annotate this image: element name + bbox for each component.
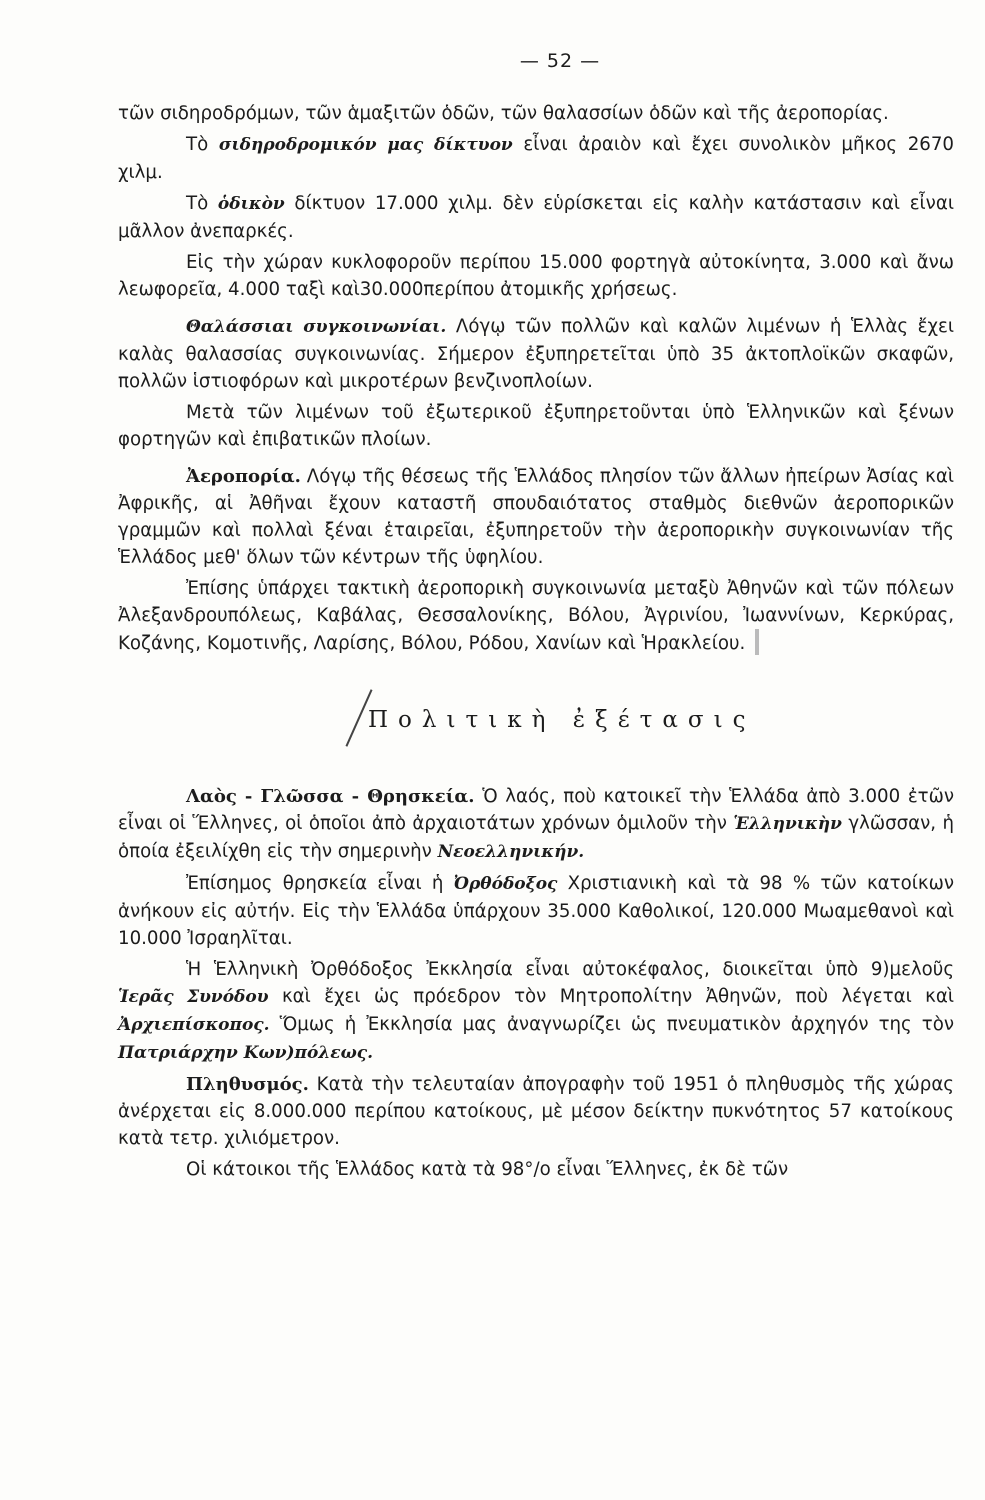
body-text-run: Τὸ [186, 134, 219, 155]
emphasis-text: Θαλάσσιαι συγκοινωνίαι. [186, 317, 447, 337]
paragraph [118, 100, 954, 127]
emphasis-text: Πατριάρχην Κων)πόλεως. [118, 1043, 374, 1063]
body-text-run: δίκτυον 17.000 χιλμ. δὲν εὑρίσκεται εἰς καλὴν κατάστασιν καὶ εἶναι μᾶλλον ἀνεπαρκές. [118, 193, 954, 242]
body-text-run: Λόγῳ τῶν πολλῶν καὶ καλῶν λιμένων ἡ Ἑλλὰς ἔχει καλὰς θαλασσίας συγκοινωνίας. Σήμερον ἐξυπηρετεῖται ὑπὸ 35 ἀκτοπλοϊκῶν σκαφῶν, πολλῶν ἱστιοφόρων καὶ μικροτέρων βενζινοπλοίων. [118, 316, 954, 392]
body-text-run: Οἱ κάτοικοι τῆς Ἑλλάδος κατὰ τὰ 98°/o εἶναι Ἕλληνες, ἐκ δὲ τῶν [186, 1159, 789, 1180]
body-text-run: Ὁ λαός, ποὺ κατοικεῖ τὴν Ἑλλάδα ἀπὸ 3.000 ἐτῶν εἶναι οἱ Ἕλληνες, οἱ ὁποῖοι ἀπὸ ἀρχαιοτάτων χρόνων ὁμιλοῦν τὴν [118, 786, 954, 834]
body-text-run: Ἐπίσημος θρησκεία εἶναι ἡ [186, 873, 454, 894]
body-text-run: Λόγῳ τῆς θέσεως τῆς Ἑλλάδος πλησίον τῶν ἄλλων ἠπείρων Ἀσίας καὶ Ἀφρικῆς, αἱ Ἀθῆναι ἔχουν καταστῆ σπουδαιότατος σταθμὸς διεθνῶν ἀεροπορικῶν γραμμῶν καὶ πολλαὶ ξέναι ἑταιρεῖαι, ἐξυπηρετοῦν τὴν ἀεροπορικὴν συγκοινωνίαν τῆς Ἑλλάδος μεθ' ὅλων τῶν κέντρων τῆς ὑφηλίου. [118, 466, 954, 568]
body-text-run: Ἐπίσης ὑπάρχει τακτικὴ ἀεροπορικὴ συγκοινωνία μεταξὺ Ἀθηνῶν καὶ τῶν πόλεων Ἀλεξανδρουπόλεως, Καβάλας, Θεσσαλονίκης, Βόλου, Ἀγρινίου, Ἰωαννίνων, Κερκύρας, Κοζάνης, Κομοτινῆς, Λαρίσης, Βόλου, Ρόδου, Χανίων καὶ Ἡρακλείου. [118, 578, 954, 654]
paragraphs-bottom [118, 783, 954, 1183]
body-text-run: Μετὰ τῶν λιμένων τοῦ ἐξωτερικοῦ ἐξυπηρετοῦνται ὑπὸ Ἑλληνικῶν καὶ ξένων φορτηγῶν καὶ ἐπιβατικῶν πλοίων. [118, 402, 954, 450]
body-text-run: γλῶσσαν, ἡ ὁποία ἐξειλίχθη εἰς τὴν σημερινὴν [118, 813, 954, 862]
body-text [118, 100, 954, 1187]
paragraph [118, 783, 954, 866]
body-text-run: Εἰς τὴν χώραν κυκλοφοροῦν περίπου 15.000 φορτηγὰ αὐτοκίνητα, 3.000 καὶ ἄνω λεωφορεῖα, 4.000 ταξὶ καὶ30.000περίπου ἀτομικῆς χρήσεως. [118, 252, 954, 300]
paragraph [118, 956, 954, 1067]
body-text-run: Τὸ [186, 193, 218, 214]
paragraph [118, 1071, 954, 1152]
body-text-run: εἶναι ἀραιὸν καὶ ἔχει συνολικὸν μῆκος 2670 χιλμ. [118, 134, 954, 183]
paragraph [118, 1156, 954, 1183]
emphasis-text: Νεοελληνικήν. [437, 842, 585, 862]
paragraph [118, 870, 954, 952]
body-text-run: Ἡ Ἑλληνικὴ Ὀρθόδοξος Ἐκκλησία εἶναι αὐτοκέφαλος, διοικεῖται ὑπὸ 9)μελοῦς [186, 959, 954, 980]
body-text-run: Ὅμως ἡ Ἐκκλησία μας ἀναγνωρίζει ὡς πνευματικὸν ἀρχηγόν της τὸν [269, 1014, 954, 1035]
body-text-run: Κατὰ τὴν τελευταίαν ἀπογραφὴν τοῦ 1951 ὁ πληθυσμὸς τῆς χώρας ἀνέρχεται εἰς 8.000.000 περίπου κατοίκους, μὲ μέσον δείκτην πυκνότητος 57 κατοίκους κατὰ τετρ. χιλιόμετρον. [118, 1074, 954, 1149]
emphasis-text: Ἀεροπορία. [186, 466, 301, 487]
emphasis-text: Ἀρχιεπίσκοπος. [118, 1015, 270, 1035]
paragraph [118, 190, 954, 245]
emphasis-text: Ὀρθόδοξος [453, 874, 558, 894]
paragraphs-top [118, 100, 954, 657]
emphasis-text: σιδηροδρομικόν μας δίκτυον [218, 135, 513, 155]
paragraph [118, 575, 954, 657]
emphasis-text: Πληθυσμός. [186, 1074, 309, 1095]
body-text-run: καὶ ἔχει ὡς πρόεδρον τὸν Μητροπολίτην Ἀθηνῶν, ποὺ λέγεται καὶ [268, 986, 955, 1007]
paragraph [118, 399, 954, 453]
paragraph [118, 463, 954, 571]
section-heading [118, 693, 954, 743]
paragraph [118, 131, 954, 186]
paragraph [118, 249, 954, 303]
page-number: — 52 — [519, 50, 601, 72]
emphasis-text: ὁδικὸν [217, 194, 285, 214]
paragraph [118, 313, 954, 395]
section-heading-title: Πολιτικὴ ἐξέτασις [368, 707, 756, 733]
pen-mark-icon [755, 629, 759, 655]
emphasis-text: Ἱερᾶς Συνόδου [118, 987, 269, 1007]
emphasis-text: Ἑλληνικὴν [733, 814, 842, 834]
body-text-run: Χριστιανικὴ καὶ τὰ 98 % τῶν κατοίκων ἀνήκουν εἰς αὐτήν. Εἰς τὴν Ἑλλάδα ὑπάρχουν 35.000 Καθολικοί, 120.000 Μωαμεθανοὶ καὶ 10.000 Ἰσραηλῖται. [118, 873, 955, 949]
body-text-run: τῶν σιδηροδρόμων, τῶν ἁμαξιτῶν ὁδῶν, τῶν θαλασσίων ὁδῶν καὶ τῆς ἀεροπορίας. [118, 103, 889, 124]
emphasis-text: Λαὸς - Γλῶσσα - Θρησκεία. [186, 786, 475, 807]
